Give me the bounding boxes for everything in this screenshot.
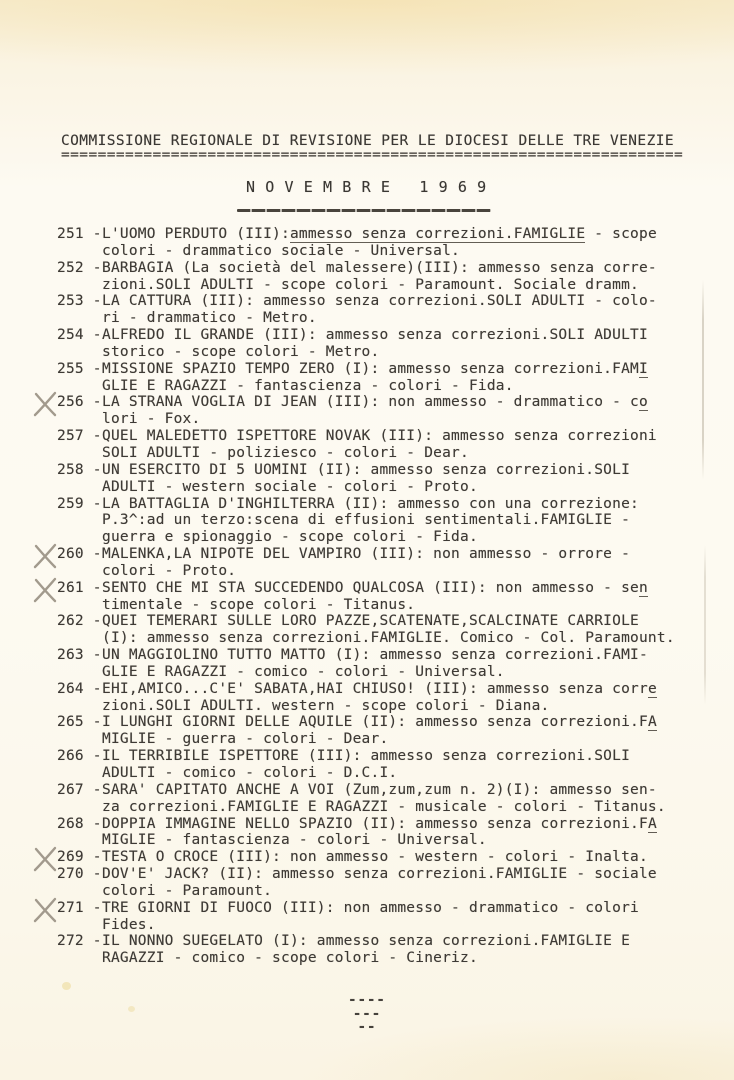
entry-line: MALENKA,LA NIPOTE DEL VAMPIRO (III): non ammesso - orrore - <box>102 546 631 563</box>
entry-row-269 <box>57 849 714 866</box>
entry-row-253 <box>57 293 714 327</box>
entry-text <box>102 546 714 580</box>
entry-row-255 <box>57 361 714 395</box>
entry-row-256 <box>57 394 714 428</box>
entry-line: timentale - scope colori - Titanus. <box>102 596 416 613</box>
entry-text <box>102 293 714 327</box>
entry-text <box>102 933 714 967</box>
entry-number: 264 - <box>57 680 102 697</box>
entry-line: IL TERRIBILE ISPETTORE (III): ammesso senza correzioni.SOLI <box>102 748 631 765</box>
entry-number: 258 - <box>57 461 102 478</box>
entry-number: 263 - <box>57 647 102 664</box>
entry-line: EHI,AMICO...C'E' SABATA,HAI CHIUSO! (III): ammesso senza corre <box>102 680 657 697</box>
entry-row-261 <box>57 580 714 614</box>
entry-number: 257 - <box>57 428 102 445</box>
entry-text <box>102 361 714 395</box>
entry-number: 270 - <box>57 866 102 883</box>
entry-line: LA STRANA VOGLIA DI JEAN (III): non ammesso - drammatico - co <box>102 394 648 411</box>
entry-number: 254 - <box>57 327 102 344</box>
entry-line: Fides. <box>102 916 156 933</box>
month-heading: N O V E M B R E 1 9 6 9 <box>246 178 487 196</box>
entry-line: LA CATTURA (III): ammesso senza correzioni.SOLI ADULTI - colo- <box>102 293 657 310</box>
entry-number: 256 - <box>57 394 102 411</box>
entry-line: I LUNGHI GIORNI DELLE AQUILE (II): ammesso senza correzioni.FA <box>102 714 657 731</box>
entry-line: SARA' CAPITATO ANCHE A VOI (Zum,zum,zum n. 2)(I): ammesso sen- <box>102 781 657 798</box>
entry-line: MIGLIE - guerra - colori - Dear. <box>102 731 389 748</box>
paper-foxing-spot <box>62 982 71 990</box>
entry-text <box>102 394 714 428</box>
entry-line: BARBAGIA (La società del malessere)(III): ammesso senza corre- <box>102 259 657 276</box>
entry-row-260 <box>57 546 714 580</box>
entry-line: colori - Paramount. <box>102 882 273 899</box>
entry-row-271 <box>57 900 714 934</box>
entry-number: 260 - <box>57 546 102 563</box>
paper-foxing-spot <box>128 1006 135 1012</box>
entry-text <box>102 900 714 934</box>
entry-text <box>102 327 714 361</box>
entry-text <box>102 462 714 496</box>
scan-artifact-line <box>704 545 706 705</box>
entry-number: 267 - <box>57 781 102 798</box>
entry-number: 265 - <box>57 714 102 731</box>
end-mark-line: ---- <box>348 992 386 1008</box>
entry-number: 272 - <box>57 933 102 950</box>
document-title: COMMISSIONE REGIONALE DI REVISIONE PER LE DIOCESI DELLE TRE VENEZIE <box>61 133 675 149</box>
entry-row-265 <box>57 714 714 748</box>
entry-line: colori - Proto. <box>102 562 237 579</box>
scan-artifact-line <box>702 280 704 480</box>
entry-text <box>102 681 714 715</box>
entry-line: storico - scope colori - Metro. <box>102 343 380 360</box>
entry-text <box>102 226 714 260</box>
end-mark-line: -- <box>357 1019 377 1035</box>
entry-number: 262 - <box>57 613 102 630</box>
entry-number: 261 - <box>57 579 102 596</box>
entry-line: GLIE E RAGAZZI - fantascienza - colori - Fida. <box>102 377 514 394</box>
entry-number: 252 - <box>57 259 102 276</box>
entry-text <box>102 782 714 816</box>
entry-line: zioni.SOLI ADULTI - scope colori - Paramount. Sociale dramm. <box>102 276 639 293</box>
entry-number: 251 - <box>57 226 102 242</box>
entry-line: UN ESERCITO DI 5 UOMINI (II): ammesso senza correzioni.SOLI <box>102 461 631 478</box>
entry-line: P.3^:ad un terzo:scena di effusioni sentimentali.FAMIGLIE - <box>102 512 631 529</box>
entry-text <box>102 849 714 866</box>
entry-row-267 <box>57 782 714 816</box>
entry-line: ADULTI - comico - colori - D.C.I. <box>102 765 398 781</box>
entry-text <box>102 613 714 647</box>
entry-row-266 <box>57 748 714 782</box>
entry-text <box>102 260 714 294</box>
entry-number: 259 - <box>57 495 102 512</box>
entry-row-258 <box>57 462 714 496</box>
entry-line: TRE GIORNI DI FUOCO (III): non ammesso - drammatico - colori <box>102 899 639 916</box>
entry-line: guerra e spionaggio - scope colori - Fida. <box>102 529 478 546</box>
entry-row-263 <box>57 647 714 681</box>
entry-row-251 <box>57 226 714 260</box>
entry-line: za correzioni.FAMIGLIE E RAGAZZI - musicale - colori - Titanus. <box>102 798 666 815</box>
entry-line: DOV'E' JACK? (II): ammesso senza correzioni.FAMIGLIE - sociale <box>102 866 657 883</box>
entry-text <box>102 866 714 900</box>
entry-number: 255 - <box>57 360 102 377</box>
x-mark-icon <box>32 896 59 923</box>
entry-line: MIGLIE - fantascienza - colori - Universal. <box>102 832 487 849</box>
entry-line: QUEL MALEDETTO ISPETTORE NOVAK (III): ammesso senza correzioni <box>102 428 657 445</box>
entry-line: L'UOMO PERDUTO (III):ammesso senza correzioni.FAMIGLIE - scope <box>102 226 657 242</box>
x-mark-icon <box>32 390 59 417</box>
entry-row-264 <box>57 681 714 715</box>
entry-line: colori - drammatico sociale - Universal. <box>102 242 460 259</box>
entry-text <box>102 714 714 748</box>
entry-row-262 <box>57 613 714 647</box>
entry-row-259 <box>57 496 714 547</box>
entry-line: (I): ammesso senza correzioni.FAMIGLIE. Comico - Col. Paramount. <box>102 630 675 647</box>
x-mark-icon <box>32 542 59 569</box>
entry-text <box>102 748 714 782</box>
entry-text <box>102 647 714 681</box>
entry-line: ri - drammatico - Metro. <box>102 310 317 327</box>
entry-line: IL NONNO SUEGELATO (I): ammesso senza correzioni.FAMIGLIE E <box>102 933 631 950</box>
entry-line: TESTA O CROCE (III): non ammesso - western - colori - Inalta. <box>102 849 648 866</box>
entry-line: MISSIONE SPAZIO TEMPO ZERO (I): ammesso senza correzioni.FAMI <box>102 360 648 377</box>
entry-line: LA BATTAGLIA D'INGHILTERRA (II): ammesso con una correzione: <box>102 495 639 512</box>
entry-text <box>102 816 714 850</box>
entry-row-270 <box>57 866 714 900</box>
entry-text <box>102 496 714 547</box>
film-review-list <box>57 226 714 967</box>
entry-text <box>102 580 714 614</box>
month-heading-underline <box>237 209 491 212</box>
entry-line: QUEI TEMERARI SULLE LORO PAZZE,SCATENATE,SCALCINATE CARRIOLE <box>102 613 639 630</box>
entry-line: DOPPIA IMMAGINE NELLO SPAZIO (II): ammesso senza correzioni.FA <box>102 815 657 832</box>
x-mark-icon <box>32 576 59 603</box>
entry-row-257 <box>57 428 714 462</box>
entry-line: zioni.SOLI ADULTI. western - scope colori - Diana. <box>102 697 550 714</box>
entry-row-254 <box>57 327 714 361</box>
entry-line: GLIE E RAGAZZI - comico - colori - Universal. <box>102 663 505 680</box>
entry-row-252 <box>57 260 714 294</box>
entry-number: 268 - <box>57 815 102 832</box>
x-mark-icon <box>32 845 59 872</box>
entry-row-268 <box>57 816 714 850</box>
entry-line: lori - Fox. <box>102 411 201 428</box>
entry-line: ADULTI - western sociale - colori - Proto. <box>102 478 478 495</box>
entry-line: ALFREDO IL GRANDE (III): ammesso senza correzioni.SOLI ADULTI <box>102 327 648 344</box>
end-of-document-marks <box>0 994 734 1035</box>
entry-number: 253 - <box>57 293 102 310</box>
entry-line: SENTO CHE MI STA SUCCEDENDO QUALCOSA (III): non ammesso - sen <box>102 579 648 596</box>
entry-text <box>102 428 714 462</box>
entry-line: RAGAZZI - comico - scope colori - Cineriz. <box>102 950 478 967</box>
title-underline-rule: ==================================================================== <box>61 147 684 163</box>
entry-number: 266 - <box>57 748 102 765</box>
entry-line: SOLI ADULTI - poliziesco - colori - Dear. <box>102 444 469 461</box>
end-mark-line: --- <box>352 1005 382 1022</box>
entry-line: UN MAGGIOLINO TUTTO MATTO (I): ammesso senza correzioni.FAMI- <box>102 647 648 664</box>
entry-number: 271 - <box>57 899 102 916</box>
entry-number: 269 - <box>57 849 102 866</box>
entry-row-272 <box>57 933 714 967</box>
